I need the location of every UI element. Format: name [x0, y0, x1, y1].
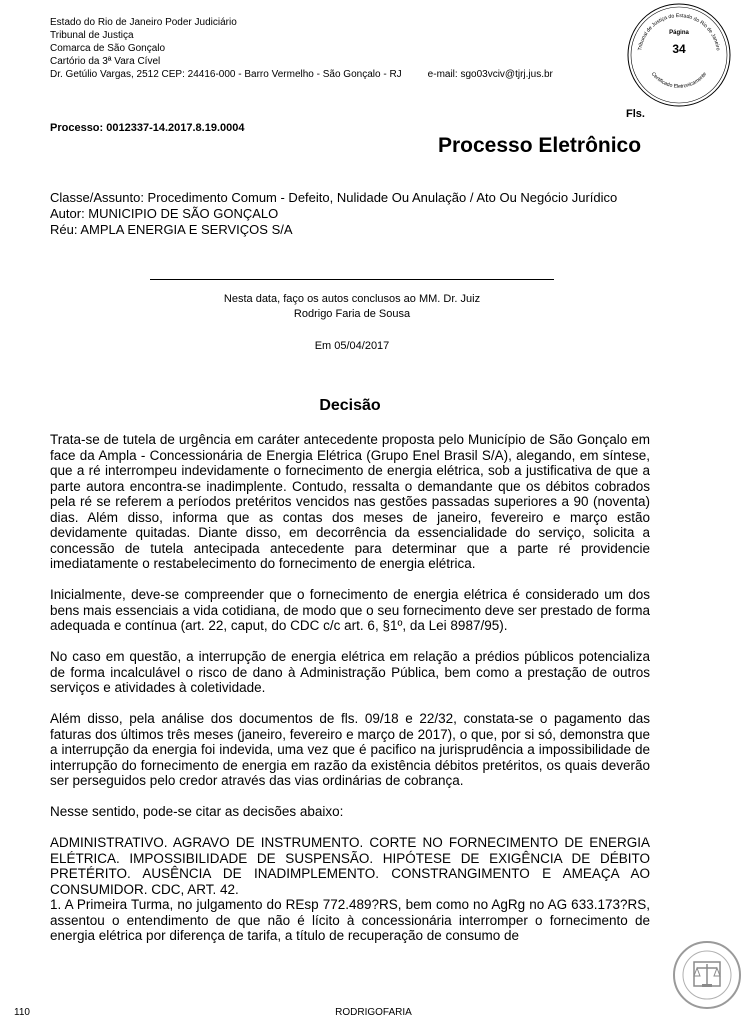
case-defendant: Réu: AMPLA ENERGIA E SERVIÇOS S/A — [50, 222, 293, 237]
paragraph-3: No caso em questão, a interrupção de energia elétrica em relação a prédios públicos potencializa de forma incalculável o risco de dano à Administração Pública, bem como a prestação de outros serviços e atividades à coletividade. — [50, 649, 650, 695]
document-title: Processo Eletrônico — [438, 134, 642, 157]
conclusion-note — [150, 292, 554, 322]
court-header — [50, 16, 553, 81]
seal-page-label: Página — [669, 30, 689, 36]
header-email: e-mail: sgo03vciv@tjrj.jus.br — [427, 69, 553, 80]
scales-of-justice-icon — [672, 940, 742, 1010]
process-number: Processo: 0012337-14.2017.8.19.0004 — [50, 122, 245, 134]
conclusion-line-1: Nesta data, faço os autos conclusos ao MM. Dr. Juiz — [223, 293, 481, 305]
fls-label: Fls. — [626, 108, 645, 120]
header-line-state: Estado do Rio de Janeiro Poder Judiciário — [50, 17, 237, 28]
divider-line — [150, 279, 554, 280]
electronic-certification-seal — [626, 2, 732, 108]
footer-page-number: 110 — [14, 1007, 30, 1018]
citation-item-1: 1. A Primeira Turma, no julgamento do REsp 772.489?RS, bem como no AgRg no AG 633.173?RS, assentou o entendimento de que não é lícito à concessionária interromper o fornecimento de energia elétrica por diferença de tarifa, a título de recuperação de consumo de — [50, 897, 650, 943]
paragraph-4: Além disso, pela análise dos documentos de fls. 09/18 e 22/32, constata-se o pagamento das faturas dos últimos três meses (janeiro, fevereiro e março de 2017), o que, por si só, demonstra que a interrupção da energia foi indevida, uma vez que é pacifico na jurisprudência a impossibilidade de interrupção do fornecimento de energia em razão da existência débitos pretéritos, os quais deverão ser perseguidos pelo credor através das vias ordinárias de cobrança. — [50, 711, 650, 788]
citation-heading: ADMINISTRATIVO. AGRAVO DE INSTRUMENTO. CORTE NO FORNECIMENTO DE ENERGIA ELÉTRICA. IMPOSSIBILIDADE DE SUSPENSÃO. HIPÓTESE DE EXIGÊNCIA DE DÉBITO PRETÉRITO. AUSÊNCIA DE INADIMPLEMENTO. CONSTRANGIMENTO E AMEAÇA AO CONSUMIDOR. CDC, ART. 42. — [50, 835, 650, 897]
svg-text:Certificado Eletronicamente — [650, 71, 708, 90]
paragraph-5: Nesse sentido, pode-se citar as decisões abaixo: — [50, 804, 344, 819]
paragraph-1: Trata-se de tutela de urgência em caráter antecedente proposta pelo Município de São Gonçalo em face da Ampla - Concessionária de Energia Elétrica (Grupo Enel Brasil S/A), alegando, em síntese, que a ré interrompeu indevidamente o fornecimento de energia elétrica, sob a justificativa de que a parte autora encontra-se inadimplente. Contudo, ressalta o demandante que os débitos cobrados pela ré se referem a períodos pretéritos vencidos nas gestões passadas superiores a 90 (noventa) dias. Além disso, informa que as contas dos meses de janeiro, fevereiro e março estão devidamente quitadas. Diante disso, em decorrência da essencialidade do serviço, solicita a concessão de tutela antecipada antecedente para determinar que a parte ré providencie imediatamente o restabelecimento do fornecimento de energia elétrica. — [50, 432, 650, 571]
section-title: Decisão — [319, 397, 381, 414]
judge-name: Rodrigo Faria de Sousa — [293, 308, 411, 320]
case-author: Autor: MUNICIPIO DE SÃO GONÇALO — [50, 206, 279, 221]
decision-body — [50, 432, 650, 944]
case-class: Classe/Assunto: Procedimento Comum - Defeito, Nulidade Ou Anulação / Ato Ou Negócio Jurídico — [50, 190, 618, 205]
header-line-cartorio: Cartório da 3ª Vara Cível — [50, 56, 161, 67]
paragraph-2: Inicialmente, deve-se compreender que o fornecimento de energia elétrica é considerado um dos bens mais essenciais a vida cotidiana, de modo que o seu fornecimento deve ser prestado de forma adequada e contínua (art. 22, caput, do CDC c/c art. 6, §1º, da Lei 8987/95). — [50, 587, 650, 633]
header-address: Dr. Getúlio Vargas, 2512 CEP: 24416-000 - Barro Vermelho - São Gonçalo - RJ — [50, 69, 402, 80]
header-address-line — [50, 68, 553, 81]
seal-bottom-text: Certificado Eletronicamente — [649, 71, 709, 90]
seal-page-number: 34 — [672, 42, 686, 56]
header-line-comarca: Comarca de São Gonçalo — [50, 43, 166, 54]
case-metadata — [50, 190, 617, 238]
seal-top-text: Tribunal de Justiça do Estado do Rio de Janeiro — [637, 12, 721, 52]
conclusion-date: Em 05/04/2017 — [314, 340, 390, 352]
header-line-court: Tribunal de Justiça — [50, 30, 134, 41]
digital-signature-stamp — [672, 940, 742, 1010]
footer-signer: RODRIGOFARIA — [335, 1007, 412, 1018]
